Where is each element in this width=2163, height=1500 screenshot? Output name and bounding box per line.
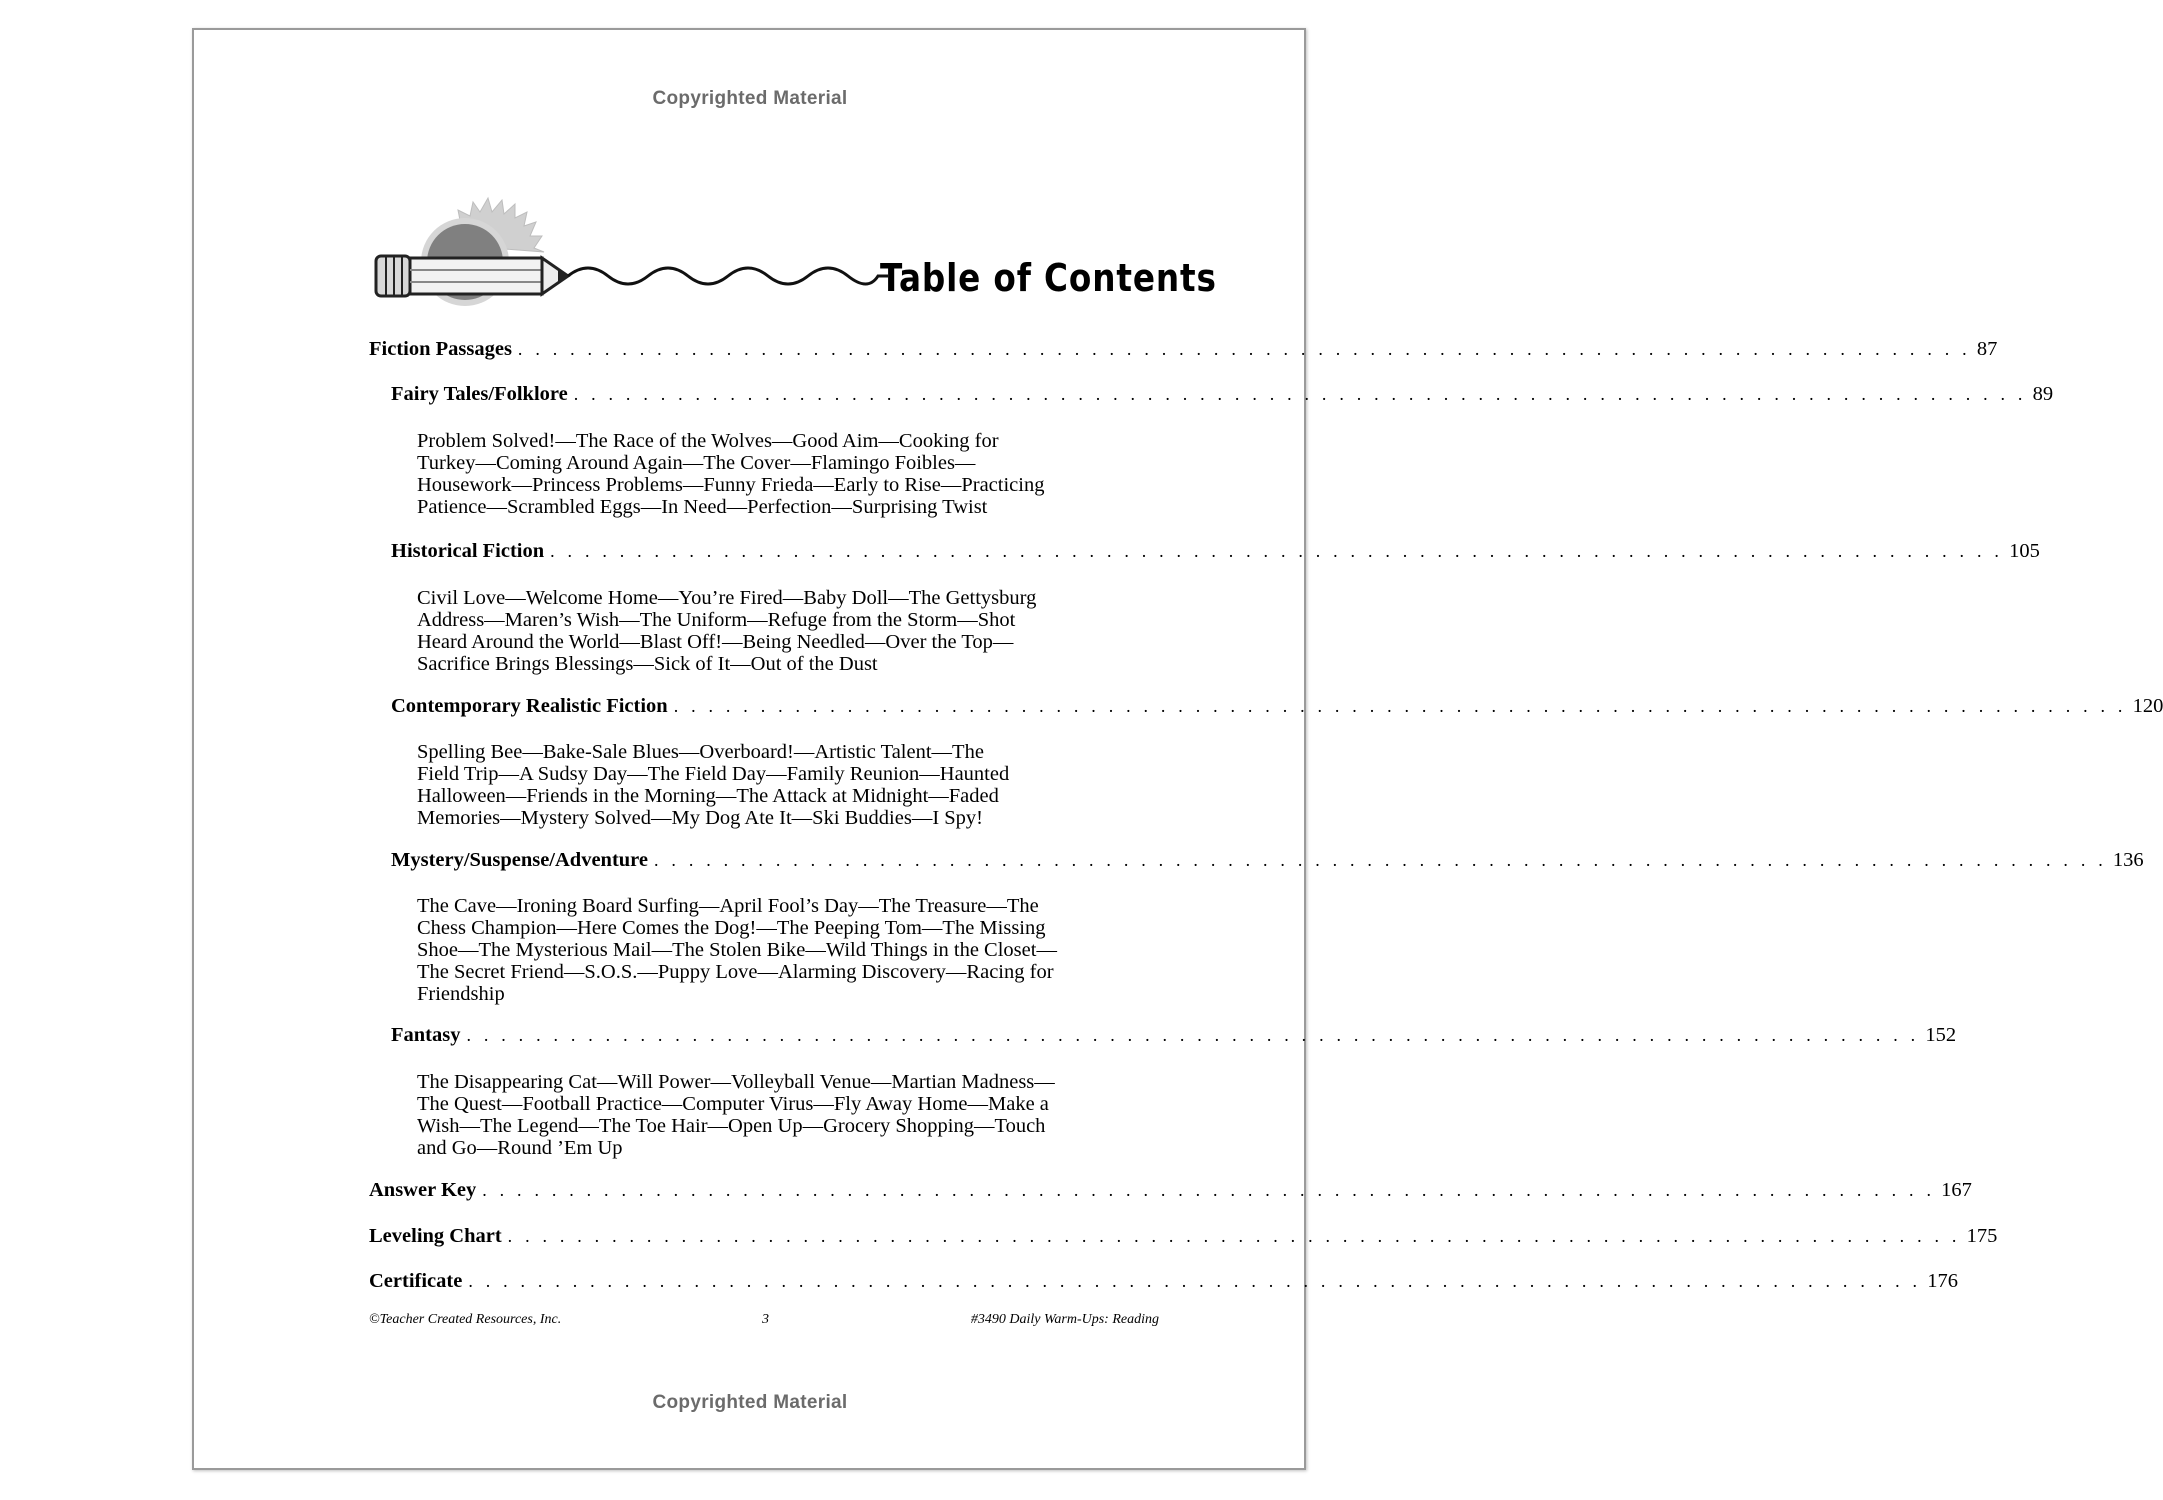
- footer-page-number: 3: [762, 1312, 769, 1327]
- toc-section-stories: Problem Solved!—The Race of the Wolves—Good Aim—Cooking for Turkey—Coming Around Again—The Cover—Flamingo Foibles— Housework—Princess Problems—Funny Frieda—Early to Rise—Practicing Patience—Scrambled Eggs—In Need—Perfection—Surprising Twist: [417, 430, 1045, 518]
- toc-page-number: 87: [1976, 338, 1998, 360]
- toc-entry-label: Fiction Passages: [369, 338, 512, 360]
- toc-section-stories: The Disappearing Cat—Will Power—Volleyball Venue—Martian Madness— The Quest—Football Practice—Computer Virus—Fly Away Home—Make a Wish—The Legend—The Toe Hair—Open Up—Grocery Shopping—Touch and Go—Round ’Em Up: [417, 1071, 1055, 1159]
- dot-leader: . . . . . . . . . . . . . . . . . . . . . . . . . . . . . . . . . . . . . . . . . . . . . . . . . . . . . . . . . . . . . . . . . . . . . . . . . . . . . . . . . . . .: [673, 696, 2127, 716]
- toc-entry-label: Certificate: [369, 1270, 463, 1292]
- toc-page-number: 120: [2132, 695, 2163, 717]
- toc-entry-leveling-chart[interactable]: [369, 1225, 1998, 1251]
- toc-entry-fiction-passages[interactable]: [369, 338, 1998, 364]
- dot-leader: . . . . . . . . . . . . . . . . . . . . . . . . . . . . . . . . . . . . . . . . . . . . . . . . . . . . . . . . . . . . . . . . . . . . . . . . . . . . . . . . . . . .: [517, 339, 1971, 359]
- toc-page-number: 175: [1966, 1225, 1998, 1247]
- toc-entry-fantasy[interactable]: [391, 1024, 1957, 1050]
- dot-leader: . . . . . . . . . . . . . . . . . . . . . . . . . . . . . . . . . . . . . . . . . . . . . . . . . . . . . . . . . . . . . . . . . . . . . . . . . . . . . . . . . . . .: [550, 541, 2004, 561]
- toc-entry-label: Contemporary Realistic Fiction: [391, 695, 668, 717]
- toc-page-number: 152: [1925, 1024, 1957, 1046]
- dot-leader: . . . . . . . . . . . . . . . . . . . . . . . . . . . . . . . . . . . . . . . . . . . . . . . . . . . . . . . . . . . . . . . . . . . . . . . . . . . . . . . . . . . .: [468, 1271, 1922, 1291]
- toc-entry-certificate[interactable]: [369, 1270, 1958, 1296]
- toc-section-stories: Spelling Bee—Bake-Sale Blues—Overboard!—Artistic Talent—The Field Trip—A Sudsy Day—The Field Day—Family Reunion—Haunted Halloween—Friends in the Morning—The Attack at Midnight—Faded Memories—Mystery Solved—My Dog Ate It—Ski Buddies—I Spy!: [417, 741, 1010, 829]
- toc-entry-label: Answer Key: [369, 1179, 477, 1201]
- page-title: Table of Contents: [880, 256, 1217, 300]
- toc-page-number: 167: [1941, 1179, 1972, 1201]
- squiggle-line: [568, 268, 888, 284]
- footer-book-title: #3490 Daily Warm-Ups: Reading: [970, 1312, 1159, 1327]
- dot-leader: . . . . . . . . . . . . . . . . . . . . . . . . . . . . . . . . . . . . . . . . . . . . . . . . . . . . . . . . . . . . . . . . . . . . . . . . . . . . . . . . . . . .: [507, 1226, 1961, 1246]
- toc-page-number: 176: [1927, 1270, 1958, 1292]
- dot-leader: . . . . . . . . . . . . . . . . . . . . . . . . . . . . . . . . . . . . . . . . . . . . . . . . . . . . . . . . . . . . . . . . . . . . . . . . . . . . . . . . . . . .: [573, 384, 2027, 404]
- pencil-icon: [376, 256, 568, 296]
- toc-entry-label: Leveling Chart: [369, 1225, 502, 1247]
- toc-section-stories: The Cave—Ironing Board Surfing—April Fool’s Day—The Treasure—The Chess Champion—Here Comes the Dog!—The Peeping Tom—The Missing Shoe—The Mysterious Mail—The Stolen Bike—Wild Things in the Closet— The Secret Friend—S.O.S.—Puppy Love—Alarming Discovery—Racing for Friendship: [417, 895, 1057, 1005]
- toc-section-stories: Civil Love—Welcome Home—You’re Fired—Baby Doll—The Gettysburg Address—Maren’s Wish—The Uniform—Refuge from the Storm—Shot Heard Around the World—Blast Off!—Being Needled—Over the Top— Sacrifice Brings Blessings—Sick of It—Out of the Dust: [417, 587, 1037, 675]
- toc-page-number: 89: [2032, 383, 2054, 405]
- toc-entry-mystery[interactable]: [391, 849, 2144, 875]
- toc-entry-label: Fantasy: [391, 1024, 461, 1046]
- dot-leader: . . . . . . . . . . . . . . . . . . . . . . . . . . . . . . . . . . . . . . . . . . . . . . . . . . . . . . . . . . . . . . . . . . . . . . . . . . . . . . . . . . . .: [654, 850, 2107, 870]
- toc-entry-fairy-tales[interactable]: [391, 383, 2054, 409]
- toc-entry-historical-fiction[interactable]: [391, 540, 2040, 566]
- dot-leader: . . . . . . . . . . . . . . . . . . . . . . . . . . . . . . . . . . . . . . . . . . . . . . . . . . . . . . . . . . . . . . . . . . . . . . . . . . . . . . . . . . . .: [482, 1180, 1936, 1200]
- toc-entry-contemporary-fiction[interactable]: [391, 695, 2163, 721]
- watermark-bottom: Copyrighted Material: [652, 1392, 848, 1413]
- toc-entry-label: Historical Fiction: [391, 540, 545, 562]
- toc-page-number: 105: [2009, 540, 2040, 562]
- footer-publisher: ©Teacher Created Resources, Inc.: [369, 1312, 562, 1327]
- watermark-top: Copyrighted Material: [652, 88, 848, 109]
- toc-entry-label: Fairy Tales/Folklore: [391, 383, 568, 405]
- toc-entry-label: Mystery/Suspense/Adventure: [391, 849, 649, 871]
- dot-leader: . . . . . . . . . . . . . . . . . . . . . . . . . . . . . . . . . . . . . . . . . . . . . . . . . . . . . . . . . . . . . . . . . . . . . . . . . . . . . . . . . . . .: [466, 1025, 1920, 1045]
- toc-entry-answer-key[interactable]: [369, 1179, 1972, 1205]
- toc-page-number: 136: [2112, 849, 2144, 871]
